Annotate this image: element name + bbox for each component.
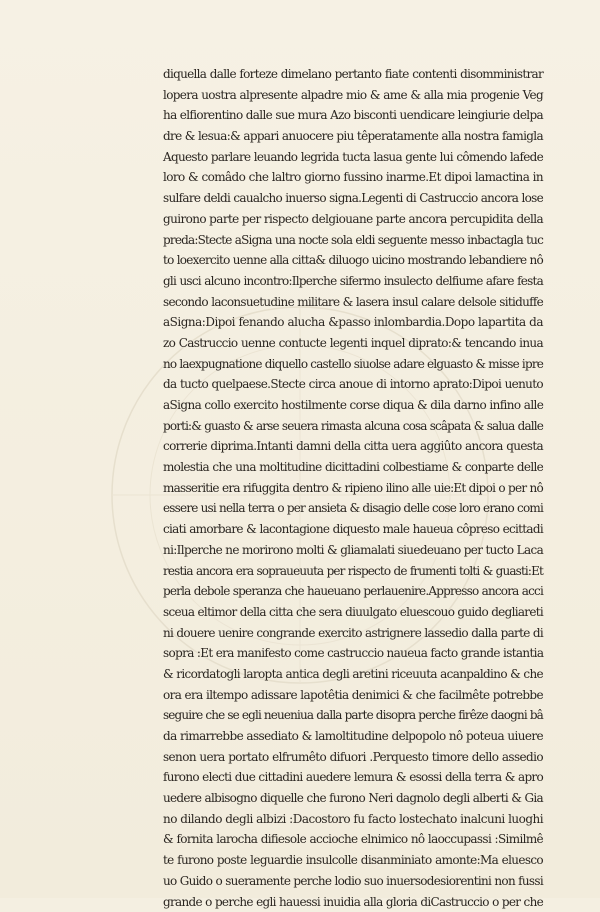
- text-line: grande o perche egli hauessi inuidia alla gloria diCastruccio o per che: [163, 892, 543, 912]
- text-line: te furono poste leguardie insulcolle disanminiato amonte:Ma eluesco: [163, 850, 543, 871]
- text-line: to loexercito uenne alla citta& diluogo uicino mostrando lebandiere nô: [163, 250, 543, 271]
- text-line: uedere albisogno diquelle che furono Neri dagnolo degli alberti & Gia: [163, 788, 543, 809]
- text-line: zo Castruccio uenne contucte legenti inquel diprato:& tencando inua: [163, 333, 543, 354]
- text-line: da tucto quelpaese.Stecte circa anoue di intorno aprato:Dipoi uenuto: [163, 374, 543, 395]
- text-line: dre & lesua:& appari anuocere piu têperatamente alla nostra famigla: [163, 126, 543, 147]
- text-line: restia ancora era sopraueuuta per rispecto de frumenti tolti & guasti:Et: [163, 561, 543, 582]
- text-line: sulfare deldi caualcho inuerso signa.Legenti di Castruccio ancora lose: [163, 188, 543, 209]
- text-line: molestia che una moltitudine dicittadini colbestiame & conparte delle: [163, 457, 543, 478]
- text-line: & fornita larocha difiesole accioche elnimico nô laoccupassi :Similmê: [163, 829, 543, 850]
- text-line: essere usi nella terra o per ansieta & disagio delle cose loro erano comi: [163, 498, 543, 519]
- text-line: gli usci alcuno incontro:Ilperche sifermo insulecto delfiume afare festa: [163, 271, 543, 292]
- text-line: correrie diprima.Intanti damni della citta uera aggiûto ancora questa: [163, 436, 543, 457]
- text-line: & ricordatogli laropta antica degli aretini riceuuta acanpaldino & che: [163, 664, 543, 685]
- text-line: diquella dalle forteze dimelano pertanto fiate contenti disomministrar: [163, 64, 543, 85]
- text-line: secondo laconsuetudine militare & lasera insul calare delsole sitiduffe: [163, 292, 543, 313]
- text-line: furono electi due cittadini auedere lemura & esossi della terra & apro: [163, 767, 543, 788]
- text-line: ni:Ilperche ne morirono molti & gliamalati siuedeuano per tucto Laca: [163, 540, 543, 561]
- text-line: ciati amorbare & lacontagione diquesto male haueua côpreso ecittadi: [163, 519, 543, 540]
- text-line: guirono parte per rispecto delgiouane parte ancora percupidita della: [163, 209, 543, 230]
- text-line: lopera uostra alpresente alpadre mio & ame & alla mia progenie Veg: [163, 85, 543, 106]
- text-line: uo Guido o sueramente perche lodio suo inuersodesiorentini non fussi: [163, 871, 543, 892]
- text-line: ora era iltempo adissare lapotêtia denimici & che facilmête potrebbe: [163, 685, 543, 706]
- text-line: senon uera portato elfrumêto difuori .Perquesto timore dello assedio: [163, 747, 543, 768]
- text-line: preda:Stecte aSigna una nocte sola eldi seguente messo inbactagla tuc: [163, 230, 543, 251]
- text-line: ha elfiorentino dalle sue mura Azo bisconti uendicare leingiurie delpa: [163, 105, 543, 126]
- text-line: no laexpugnatione diquello castello siuolse adare elguasto & misse ipre: [163, 354, 543, 375]
- text-line: perla debole speranza che haueuano perlauenire.Appresso ancora acci: [163, 581, 543, 602]
- text-line: sopra :Et era manifesto come castruccio naueua facto grande istantia: [163, 643, 543, 664]
- text-line: seguire che se egli neueniua dalla parte disopra perche firêze daogni bâ: [163, 705, 543, 726]
- text-block: [163, 64, 543, 912]
- text-line: aSigna collo exercito hostilmente corse diqua & dila darno infino alle: [163, 395, 543, 416]
- text-line: ni douere uenire congrande exercito astrignere lassedio dalla parte di: [163, 623, 543, 644]
- text-line: masseritie era rifuggita dentro & ripieno ilino alle uie:Et dipoi o per nô: [163, 478, 543, 499]
- text-line: porti:& guasto & arse seuera rimasta alcuna cosa scâpata & salua dalle: [163, 416, 543, 437]
- text-line: loro & comâdo che laltro giorno fussino inarme.Et dipoi lamactina in: [163, 167, 543, 188]
- text-line: da rimarrebbe assediato & lamoltitudine delpopolo nô poteua uiuere: [163, 726, 543, 747]
- text-line: sceua eltimor della citta che sera diuulgato eluescouo guido degliareti: [163, 602, 543, 623]
- text-line: no dilando degli albizi :Dacostoro fu facto lostechato inalcuni luoghi: [163, 809, 543, 830]
- text-line: aSigna:Dipoi fenando alucha &passo inlombardia.Dopo lapartita da: [163, 312, 543, 333]
- text-line: Aquesto parlare leuando legrida tucta lasua gente lui cômendo lafede: [163, 147, 543, 168]
